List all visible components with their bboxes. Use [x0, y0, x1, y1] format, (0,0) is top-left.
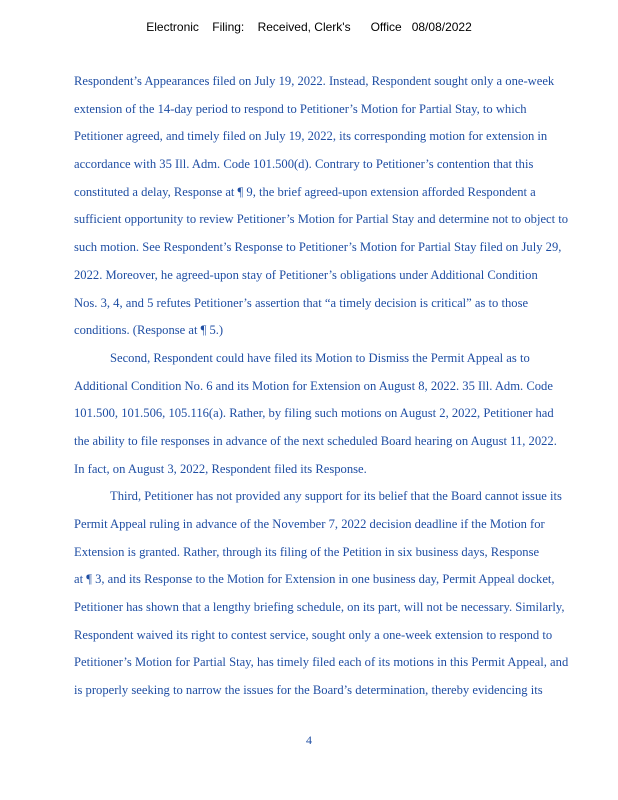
body-line: Petitioner agreed, and timely filed on July 19, 2022, its corresponding motion for extension in: [74, 129, 548, 144]
body-line: 101.500, 101.506, 105.116(a). Rather, by filing such motions on August 2, 2022, Petitioner had: [74, 406, 554, 421]
paragraph-start-line: Third, Petitioner has not provided any support for its belief that the Board cannot issue its: [110, 489, 562, 504]
body-line: Permit Appeal ruling in advance of the November 7, 2022 decision deadline if the Motion for: [74, 517, 545, 531]
body-line: the ability to file responses in advance of the next scheduled Board hearing on August 11, 2022.: [74, 433, 557, 448]
body-line: Petitioner’s Motion for Partial Stay, has timely filed each of its motions in this Permit Appeal, and: [74, 655, 569, 670]
body-line: accordance with 35 Ill. Adm. Code 101.500(d). Contrary to Petitioner’s contention that this: [74, 157, 534, 172]
body-line: Extension is granted. Rather, through its filing of the Petition in six business days, Response: [74, 544, 540, 559]
body-line: Respondent’s Appearances filed on July 19, 2022. Instead, Respondent sought only a one-week: [74, 74, 555, 88]
body-line: is properly seeking to narrow the issues for the Board’s determination, thereby evidencing its: [74, 683, 543, 698]
body-line: extension of the 14-day period to respond to Petitioner’s Motion for Partial Stay, to which: [74, 101, 527, 116]
body-line: constituted a delay, Response at ¶ 9, the brief agreed-upon extension afforded Respondent a: [74, 184, 536, 199]
paragraph-start-line: Second, Respondent could have filed its Motion to Dismiss the Permit Appeal as to: [110, 350, 530, 365]
document-body: [74, 68, 604, 705]
body-line: 2022. Moreover, he agreed-upon stay of Petitioner’s obligations under Additional Condition: [74, 267, 538, 282]
electronic-filing-stamp: Electronic Filing: Received, Clerk's Office 08/08/2022: [146, 20, 472, 34]
body-line: Nos. 3, 4, and 5 refutes Petitioner’s assertion that “a timely decision is critical” as to those: [74, 295, 529, 310]
body-line: Respondent waived its right to contest service, sought only a one-week extension to respond to: [74, 627, 553, 642]
page-number: 4: [306, 733, 312, 747]
body-line: Additional Condition No. 6 and its Motion for Extension on August 8, 2022. 35 Ill. Adm. Code: [74, 378, 553, 393]
body-line: such motion. See Respondent’s Response to Petitioner’s Motion for Partial Stay filed on July 29,: [74, 240, 562, 255]
body-line: conditions. (Response at ¶ 5.): [74, 323, 224, 338]
body-line: at ¶ 3, and its Response to the Motion for Extension in one business day, Permit Appeal docket,: [74, 572, 555, 587]
body-line: In fact, on August 3, 2022, Respondent filed its Response.: [74, 461, 367, 476]
body-line: Petitioner has shown that a lengthy briefing schedule, on its part, will not be necessary. Similarly,: [74, 600, 565, 615]
body-line: sufficient opportunity to review Petitioner’s Motion for Partial Stay and determine not to object to: [74, 212, 569, 227]
